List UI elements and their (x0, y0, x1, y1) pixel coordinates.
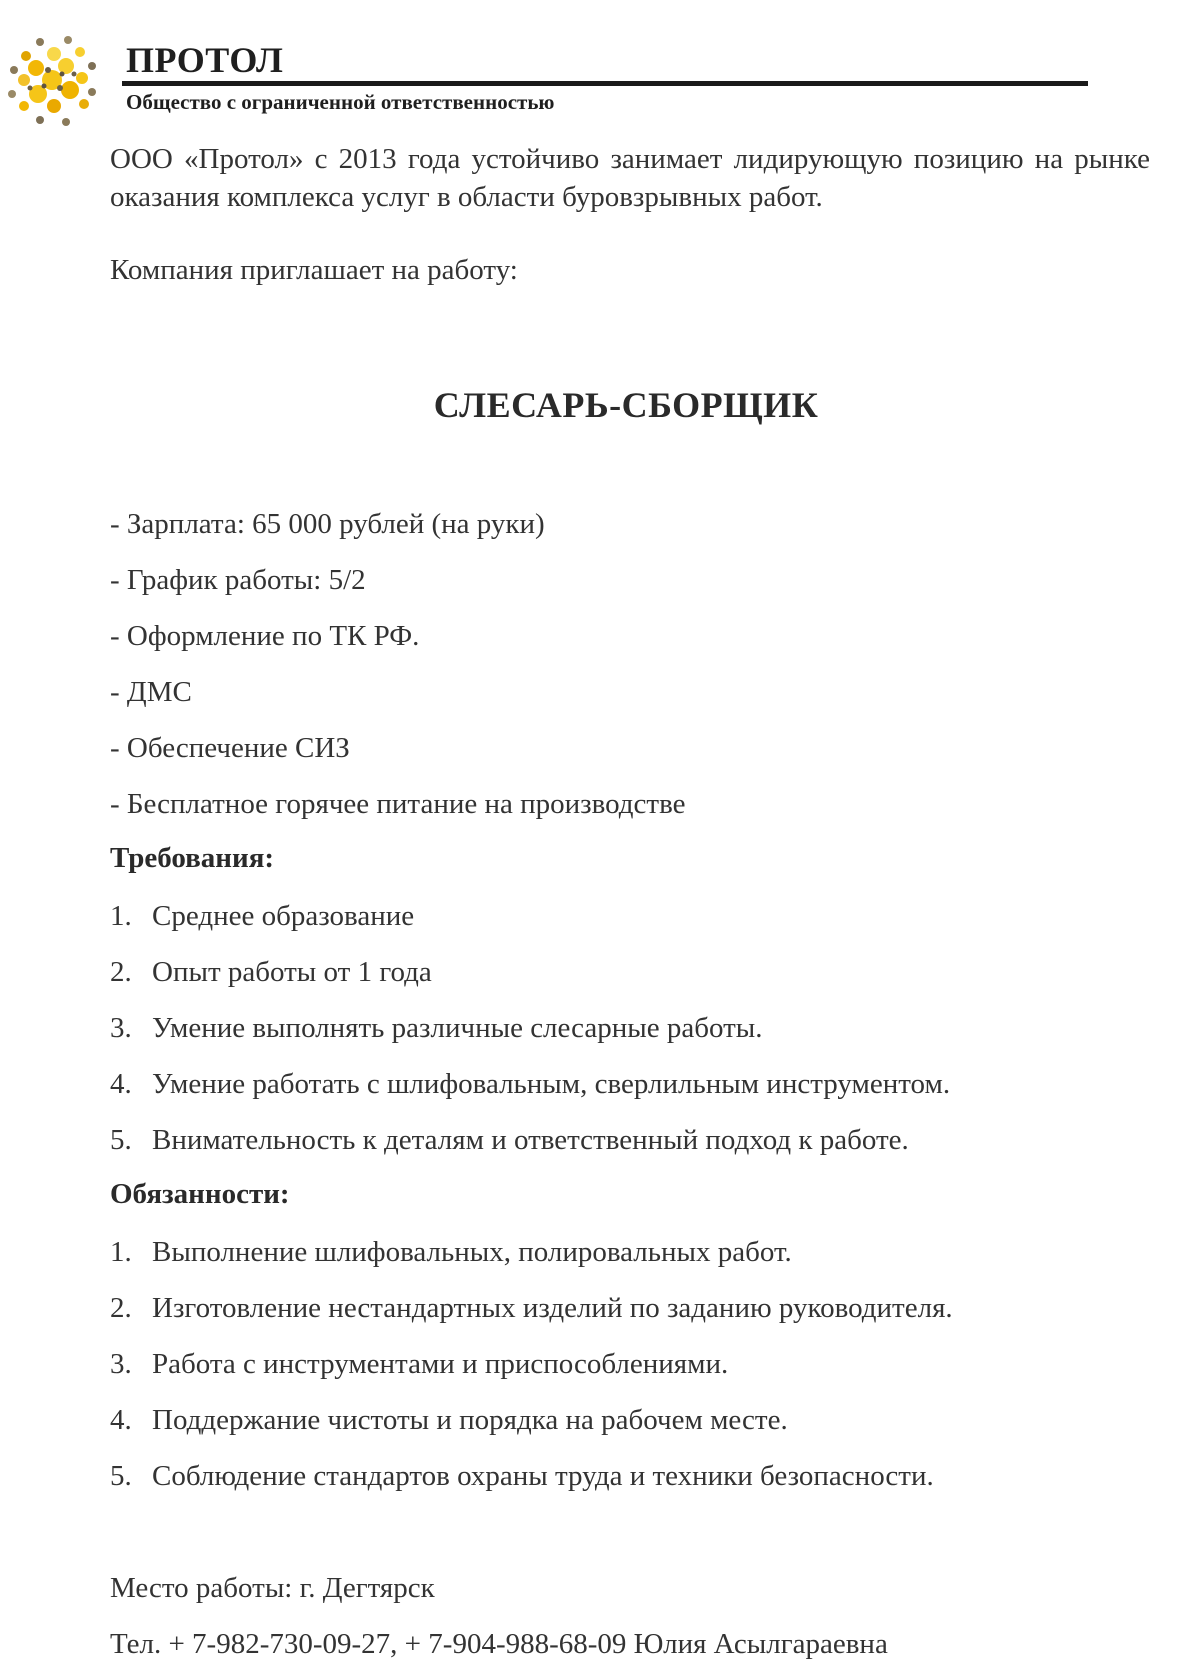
duty-number: 5. (110, 1460, 132, 1492)
requirement-text: Внимательность к деталям и ответственный подход к работе. (152, 1124, 909, 1156)
requirement-item (110, 1010, 763, 1046)
requirement-number: 5. (110, 1124, 132, 1156)
duty-text: Работа с инструментами и приспособлениями. (152, 1348, 729, 1380)
requirement-item (110, 1066, 950, 1102)
duty-text: Выполнение шлифовальных, полировальных работ. (152, 1236, 792, 1268)
requirement-text: Опыт работы от 1 года (152, 956, 432, 988)
duty-item (110, 1402, 788, 1438)
requirement-item (110, 954, 432, 990)
gold-nuggets-logo-icon (4, 30, 100, 130)
requirement-number: 1. (110, 900, 132, 932)
duty-item (110, 1346, 728, 1382)
duty-number: 3. (110, 1348, 132, 1380)
duty-item (110, 1290, 953, 1326)
invite-text: Компания приглашает на работу: (110, 254, 518, 286)
duty-number: 4. (110, 1404, 132, 1436)
requirements-title: Требования: (110, 842, 275, 874)
requirement-text: Среднее образование (152, 900, 415, 932)
duty-item (110, 1234, 792, 1270)
requirement-text: Умение выполнять различные слесарные работы. (152, 1012, 763, 1044)
company-name: ПРОТОЛ (126, 40, 284, 80)
requirement-number: 3. (110, 1012, 132, 1044)
duties-title: Обязанности: (110, 1178, 290, 1210)
duty-text: Соблюдение стандартов охраны труда и техники безопасности. (152, 1460, 934, 1492)
job-title: СЛЕСАРЬ-СБОРЩИК (433, 385, 819, 425)
condition-meals: - Бесплатное горячее питание на производстве (110, 788, 686, 820)
header-divider (122, 81, 1088, 86)
requirement-number: 2. (110, 956, 132, 988)
duty-text: Изготовление нестандартных изделий по заданию руководителя. (152, 1292, 953, 1324)
company-subtitle: Общество с ограниченной ответственностью (126, 90, 555, 114)
condition-salary: - Зарплата: 65 000 рублей (на руки) (110, 508, 545, 540)
duty-number: 1. (110, 1236, 132, 1268)
work-location: Место работы: г. Дегтярск (110, 1572, 435, 1604)
requirement-item (110, 1122, 909, 1158)
contact-phones: Тел. + 7-982-730-09-27, + 7-904-988-68-09 Юлия Асылгараевна (110, 1628, 888, 1660)
requirement-number: 4. (110, 1068, 132, 1100)
duty-text: Поддержание чистоты и порядка на рабочем месте. (152, 1404, 788, 1436)
intro-paragraph: ООО «Протол» с 2013 года устойчиво занимает лидирующую позицию на рынке оказания комплекса услуг в области буровзрывных работ. (110, 143, 1150, 213)
duty-number: 2. (110, 1292, 132, 1324)
condition-schedule: - График работы: 5/2 (110, 564, 366, 596)
duty-item (110, 1458, 934, 1494)
condition-employment: - Оформление по ТК РФ. (110, 620, 420, 652)
condition-insurance: - ДМС (110, 676, 192, 708)
requirement-text: Умение работать с шлифовальным, сверлильным инструментом. (152, 1068, 951, 1100)
requirement-item (110, 898, 414, 934)
condition-ppe: - Обеспечение СИЗ (110, 732, 350, 764)
